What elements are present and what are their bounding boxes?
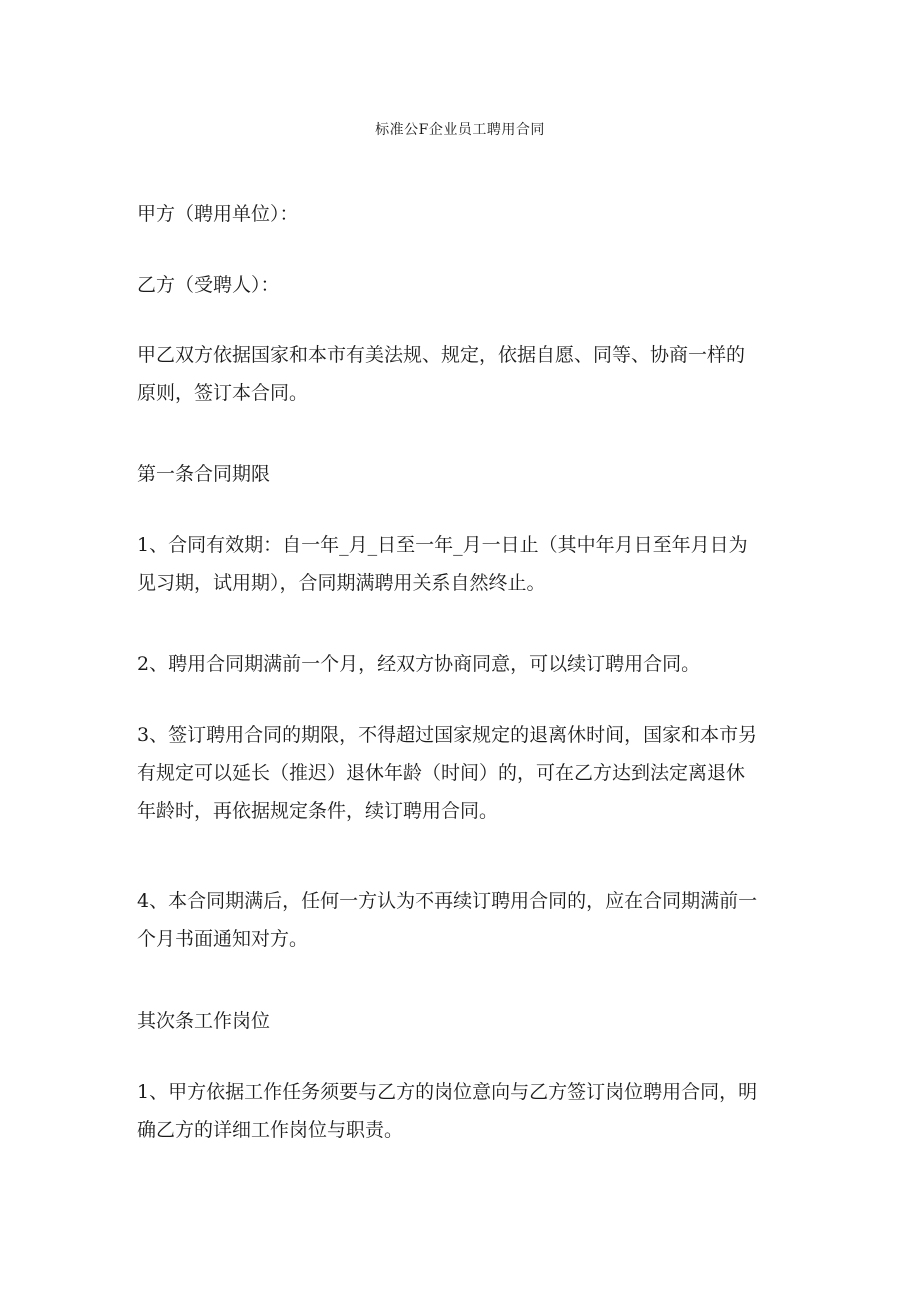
text-line: 见习期，试用期），合同期满聘用关系自然终止。 (137, 572, 546, 594)
text-line: 原则，签订本合同。 (137, 382, 309, 404)
text-line: 第一条合同期限 (137, 463, 271, 485)
text-line: 4、本合同期满后，任何一方认为不再续订聘用合同的，应在合同期满前一 (137, 890, 758, 912)
text-line: 乙方（受聘人）： (137, 274, 280, 296)
text-line: 甲方（聘用单位）： (137, 203, 299, 225)
party-b-line (137, 266, 792, 304)
article-2-heading (137, 1002, 792, 1040)
party-a-line (137, 195, 792, 233)
text-line: 2、聘用合同期满前一个月，经双方协商同意，可以续订聘用合同。 (137, 653, 701, 675)
text-line: 1、甲方依据工作任务须要与乙方的岗位意向与乙方签订岗位聘用合同，明 (137, 1081, 758, 1103)
preamble-paragraph (137, 336, 792, 412)
text-line: 年龄时，再依据规定条件，续订聘用合同。 (137, 800, 499, 822)
article-1-heading (137, 455, 792, 493)
text-line: 甲乙双方依据国家和本市有美法规、规定，依据自愿、同等、协商一样的 (137, 344, 746, 366)
clause-1-1 (137, 526, 792, 602)
document-title: 标准公F企业员工聘用合同 (375, 122, 545, 138)
text-line: 3、签订聘用合同的期限，不得超过国家规定的退离休时间，国家和本市另 (137, 724, 758, 746)
clause-1-2 (137, 645, 792, 683)
text-line: 其次条工作岗位 (137, 1010, 271, 1032)
clause-2-1 (137, 1073, 792, 1149)
clause-1-4 (137, 882, 792, 958)
clause-1-3 (137, 716, 792, 830)
text-line: 个月书面通知对方。 (137, 928, 309, 950)
text-line: 有规定可以延长（推迟）退休年龄（时间）的，可在乙方达到法定离退休 (137, 762, 746, 784)
text-line: 1、合同有效期：自一年_月_日至一年_月一日止（其中年月日至年月日为 (137, 534, 748, 556)
text-line: 确乙方的详细工作岗位与职责。 (137, 1119, 404, 1141)
